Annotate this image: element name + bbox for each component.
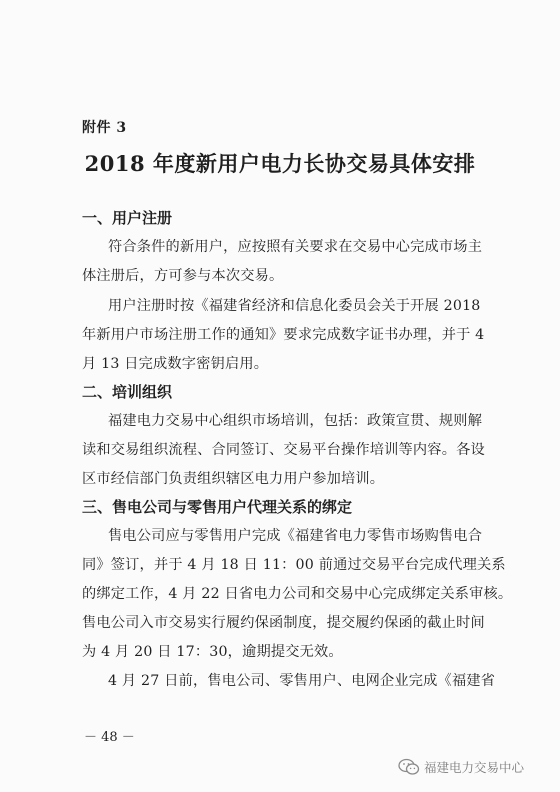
wechat-icon (398, 758, 420, 776)
page-number: － 48 － (84, 730, 135, 745)
paragraph-line: 售电公司入市交易实行履约保函制度，提交履约保函的截止时间 (82, 615, 485, 631)
section-heading-registration: 一、用户注册 (82, 209, 173, 227)
paragraph-line: 用户注册时按《福建省经济和信息化委员会关于开展 2018 (108, 298, 481, 314)
paragraph-line: 售电公司应与零售用户完成《福建省电力零售市场购售电合 (108, 528, 483, 544)
paragraph-line: 读和交易组织流程、合同签订、交易平台操作培训等内容。各设 (82, 442, 485, 458)
paragraph-line: 4 月 27 日前，售电公司、零售用户、电网企业完成《福建省 (108, 673, 496, 689)
page-title: 2018 年度新用户电力长协交易具体安排 (84, 151, 476, 176)
paragraph-line: 月 13 日完成数字密钥启用。 (82, 356, 269, 372)
paragraph-line: 年新用户市场注册工作的通知》要求完成数字证书办理，并于 4 (82, 327, 485, 343)
paragraph-line: 同》签订，并于 4 月 18 日 11：00 前通过交易平台完成代理关系 (82, 557, 506, 573)
watermark (398, 758, 524, 776)
paragraph-line: 体注册后，方可参与本次交易。 (82, 268, 284, 284)
paragraph-line: 区市经信部门负责组织辖区电力用户参加培训。 (82, 471, 385, 487)
paragraph-line: 为 4 月 20 日 17：30，逾期提交无效。 (82, 644, 343, 660)
paragraph-line: 符合条件的新用户，应按照有关要求在交易中心完成市场主 (108, 239, 483, 255)
paragraph-line: 的绑定工作，4 月 22 日省电力公司和交易中心完成绑定关系审核。 (82, 586, 513, 602)
watermark-text: 福建电力交易中心 (424, 760, 525, 775)
paragraph-line: 福建电力交易中心组织市场培训，包括：政策宣贯、规则解 (108, 413, 483, 429)
section-heading-training: 二、培训组织 (82, 383, 173, 401)
section-heading-binding: 三、售电公司与零售用户代理关系的绑定 (82, 498, 353, 516)
attachment-label: 附件 3 (82, 120, 127, 136)
